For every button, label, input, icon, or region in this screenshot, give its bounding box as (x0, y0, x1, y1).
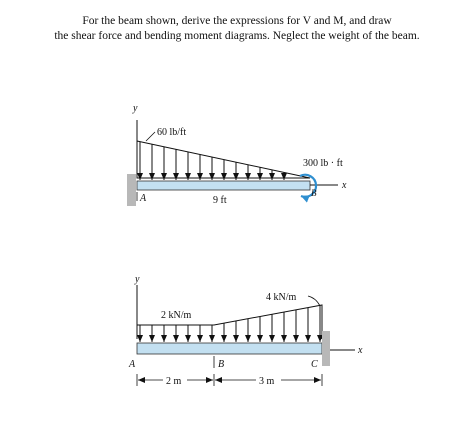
beam1-load-leader (146, 132, 155, 141)
beam1-support-label: A (140, 193, 147, 204)
beam2-span1-label: 2 m (166, 376, 182, 387)
beam1-load-arrows (140, 142, 284, 180)
beam2-x-axis-label: x (358, 345, 363, 356)
beam1-span-label: 9 ft (213, 195, 227, 206)
beam2-wall (322, 331, 330, 366)
beam1-moment-label: 300 lb · ft (303, 158, 343, 169)
beam1-beam (137, 181, 310, 190)
beam1-y-axis-label: y (133, 103, 138, 114)
beam1-end-label: B (311, 188, 317, 198)
beam2-point-b-label: B (218, 359, 225, 370)
beam1-x-axis-label: x (342, 180, 347, 191)
beam2-point-a-label: A (129, 359, 136, 370)
beam2-load-left-label: 2 kN/m (161, 310, 192, 321)
beam2-span2-label: 3 m (259, 376, 275, 387)
beam1-load-label: 60 lb/ft (157, 127, 187, 138)
problem-line-2: the shear force and bending moment diagrams. Neglect the weight of the beam. (54, 30, 420, 42)
beam2-beam (137, 343, 322, 354)
beam-2 (128, 274, 363, 387)
beam-1 (127, 103, 347, 206)
beam2-load-right-label: 4 kN/m (266, 292, 297, 303)
beam1-wall (127, 174, 136, 206)
beam2-point-c-label: C (311, 359, 318, 370)
problem-line-1: For the beam shown, derive the expressions for V and M, and draw (82, 15, 392, 27)
beam2-load-leader (308, 296, 320, 306)
beam2-y-axis-label: y (135, 274, 140, 285)
